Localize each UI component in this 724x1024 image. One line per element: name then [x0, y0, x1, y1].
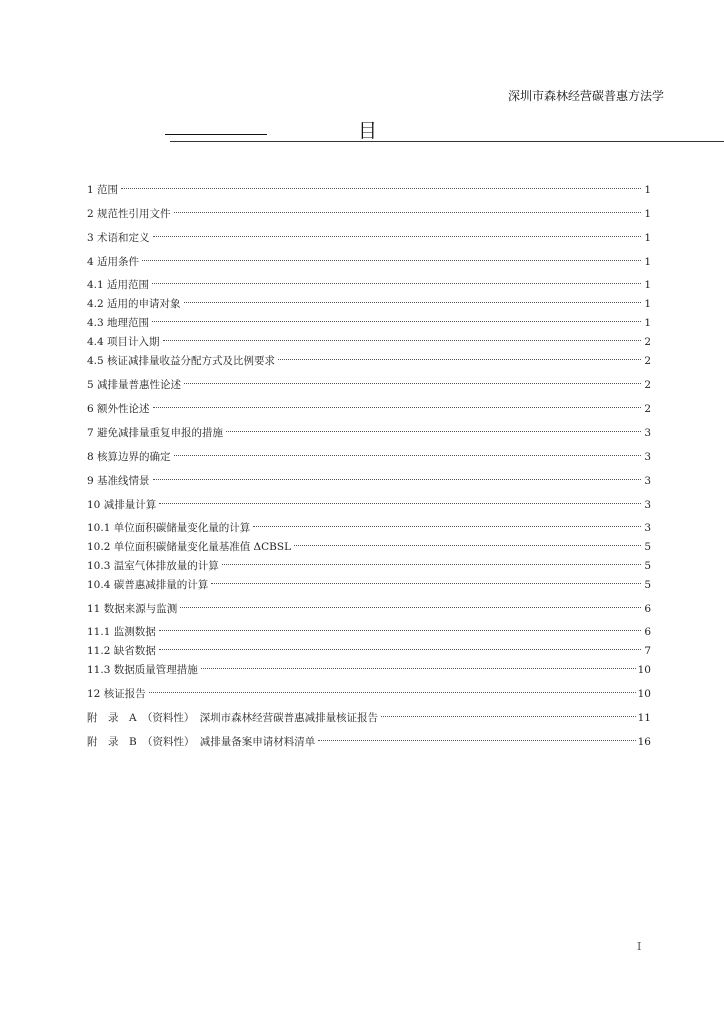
document-header-title: 深圳市森林经营碳普惠方法学 — [507, 89, 664, 103]
toc-leader-dots — [174, 439, 641, 456]
toc-entry-page: 7 — [644, 645, 651, 657]
toc-entry[interactable] — [87, 309, 651, 329]
toc-entry[interactable] — [87, 571, 651, 591]
toc-entry-page: 6 — [644, 603, 651, 615]
toc-leader-dots — [153, 391, 641, 408]
toc-leader-dots — [174, 196, 641, 213]
page-number: I — [637, 940, 642, 953]
toc-entry-page: 1 — [644, 298, 651, 310]
toc-entry[interactable] — [87, 728, 651, 748]
toc-entry-page: 10 — [637, 688, 651, 700]
toc-entry-page: 16 — [637, 736, 651, 748]
toc-leader-dots — [294, 529, 641, 546]
toc-entry-page: 1 — [644, 232, 651, 244]
toc-entry[interactable] — [87, 443, 651, 463]
toc-entry-page: 2 — [644, 336, 651, 348]
toc-entry-label: 9 基准线情景 — [87, 475, 150, 487]
toc-entry-label: 11.2 缺省数据 — [87, 645, 156, 657]
toc-entry-page: 1 — [644, 184, 651, 196]
toc-entry[interactable] — [87, 290, 651, 310]
toc-entry-label: 12 核证报告 — [87, 688, 146, 700]
header-divider — [170, 141, 724, 142]
toc-entry[interactable] — [87, 467, 651, 487]
toc-entry[interactable] — [87, 395, 651, 415]
toc-entry-label: 5 减排量普惠性论述 — [87, 379, 182, 391]
toc-leader-dots — [159, 614, 641, 631]
toc-entry-page: 1 — [644, 256, 651, 268]
toc-leader-dots — [226, 415, 641, 432]
toc-entry[interactable] — [87, 533, 651, 553]
toc-entry-label: 4.1 适用范围 — [87, 279, 150, 291]
toc-entry-label: 1 范围 — [87, 184, 119, 196]
toc-entry-label: 7 避免减排量重复申报的措施 — [87, 427, 224, 439]
toc-entry-page: 3 — [644, 427, 651, 439]
toc-entry-label: 10.1 单位面积碳储量变化量的计算 — [87, 522, 251, 534]
toc-entry-label: 6 额外性论述 — [87, 403, 150, 415]
toc-entry-page: 2 — [644, 355, 651, 367]
toc-entry-page: 5 — [644, 560, 651, 572]
toc-entry[interactable] — [87, 347, 651, 367]
toc-entry-page: 1 — [644, 279, 651, 291]
toc-leader-dots — [180, 591, 641, 608]
toc-leader-dots — [253, 510, 641, 527]
toc-leader-dots — [121, 172, 641, 189]
toc-leader-dots — [201, 652, 636, 669]
toc-entry-label: 8 核算边界的确定 — [87, 451, 171, 463]
toc-entry[interactable] — [87, 680, 651, 700]
toc-entry-page: 6 — [644, 626, 651, 638]
toc-entry-label: 4.3 地理范围 — [87, 317, 150, 329]
toc-entry[interactable] — [87, 248, 651, 268]
toc-entry-label: 4.5 核证减排量收益分配方式及比例要求 — [87, 355, 276, 367]
toc-entry-page: 1 — [644, 208, 651, 220]
toc-leader-dots — [222, 548, 641, 565]
toc-entry-label: 4.2 适用的申请对象 — [87, 298, 181, 310]
toc-leader-dots — [159, 633, 641, 650]
toc-entry-page: 5 — [644, 579, 651, 591]
toc-entry[interactable] — [87, 552, 651, 572]
toc-entry-page: 3 — [644, 522, 651, 534]
toc-leader-dots — [163, 324, 641, 341]
toc-leader-dots — [153, 463, 641, 480]
toc-entry[interactable] — [87, 419, 651, 439]
toc-entry[interactable] — [87, 704, 651, 724]
toc-entry[interactable] — [87, 595, 651, 615]
toc-entry[interactable] — [87, 637, 651, 657]
toc-entry-label: 11.1 监测数据 — [87, 626, 156, 638]
toc-entry-page: 11 — [637, 712, 651, 724]
toc-entry-label: 10.4 碳普惠减排量的计算 — [87, 579, 209, 591]
toc-entry[interactable] — [87, 271, 651, 291]
toc-entry[interactable] — [87, 491, 651, 511]
toc-entry-label: 2 规范性引用文件 — [87, 208, 171, 220]
toc-entry[interactable] — [87, 656, 651, 676]
toc-entry-label: 11 数据来源与监测 — [87, 603, 178, 615]
toc-entry-page: 10 — [637, 664, 651, 676]
toc-entry-label: 11.3 数据质量管理措施 — [87, 664, 198, 676]
toc-entry[interactable] — [87, 176, 651, 196]
toc-entry-label: 附 录 B （资料性） 减排量备案申请材料清单 — [87, 736, 316, 748]
toc-entry-label: 10 减排量计算 — [87, 499, 157, 511]
toc-entry-label: 10.2 单位面积碳储量变化量基准值 ΔCBSL — [87, 541, 292, 553]
toc-leader-dots — [159, 487, 641, 504]
toc-leader-dots — [149, 676, 636, 693]
toc-entry-page: 1 — [644, 317, 651, 329]
toc-entry-page: 3 — [644, 499, 651, 511]
toc-entry-page: 3 — [644, 451, 651, 463]
toc-leader-dots — [184, 367, 641, 384]
toc-entry-label: 附 录 A （资料性） 深圳市森林经营碳普惠减排量核证报告 — [87, 712, 379, 724]
toc-leader-dots — [142, 244, 641, 261]
toc-entry-page: 5 — [644, 541, 651, 553]
toc-entry[interactable] — [87, 618, 651, 638]
toc-leader-dots — [184, 286, 641, 303]
toc-leader-dots — [152, 305, 641, 322]
toc-entry[interactable] — [87, 371, 651, 391]
toc-leader-dots — [381, 700, 636, 717]
toc-leader-dots — [153, 220, 641, 237]
toc-entry-label: 3 术语和定义 — [87, 232, 150, 244]
toc-entry[interactable] — [87, 200, 651, 220]
toc-leader-dots — [152, 267, 641, 284]
toc-entry-page: 3 — [644, 475, 651, 487]
toc-leader-dots — [278, 343, 641, 360]
toc-heading: 目 — [358, 120, 378, 142]
toc-entry-label: 10.3 温室气体排放量的计算 — [87, 560, 219, 572]
toc-leader-dots — [211, 567, 641, 584]
toc-entry[interactable] — [87, 328, 651, 348]
toc-entry[interactable] — [87, 224, 651, 244]
toc-entry-label: 4 适用条件 — [87, 256, 140, 268]
title-decorative-line — [165, 134, 267, 135]
toc-entry-page: 2 — [644, 379, 651, 391]
toc-entry[interactable] — [87, 514, 651, 534]
toc-entry-label: 4.4 项目计入期 — [87, 336, 160, 348]
toc-entry-page: 2 — [644, 403, 651, 415]
toc-leader-dots — [318, 724, 635, 741]
